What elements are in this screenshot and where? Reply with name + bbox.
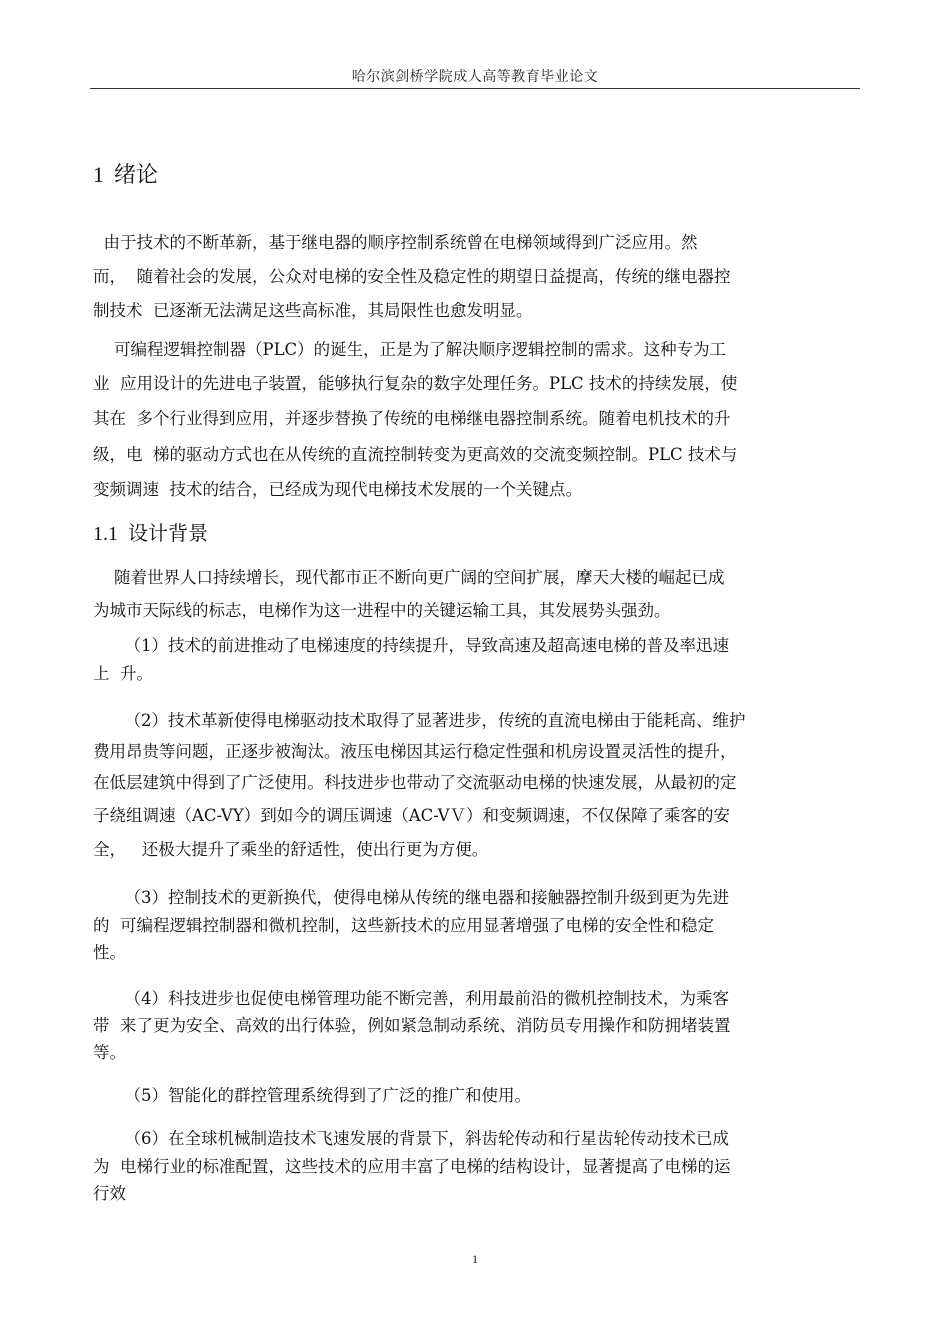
list-item-cont: 为 电梯行业的标准配置，这些技术的应用丰富了电梯的结构设计，显著提高了电梯的运 (93, 1157, 731, 1176)
page-header: 哈尔滨剑桥学院成人高等教育毕业论文 (351, 69, 599, 85)
body-line: 变频调速 技术的结合，已经成为现代电梯技术发展的一个关键点。 (93, 480, 582, 499)
body-line: 级，电 梯的驱动方式也在从传统的直流控制转变为更高效的交流变频控制。PLC 技术与 (93, 445, 738, 464)
list-item-cont: 性。 (93, 943, 126, 962)
body-line: 由于技术的不断革新，基于继电器的顺序控制系统曾在电梯领域得到广泛应用。然 (93, 233, 698, 252)
chapter-number: 1 (93, 162, 104, 187)
list-item: （1）技术的前进推动了电梯速度的持续提升，导致高速及超高速电梯的普及率迅速 (93, 636, 729, 655)
list-item-cont: 在低层建筑中得到了广泛使用。科技进步也带动了交流驱动电梯的快速发展，从最初的定 (93, 773, 737, 792)
list-item-cont: 上 升。 (93, 664, 153, 683)
body-line: 随着世界人口持续增长，现代都市正不断向更广阔的空间扩展，摩天大楼的崛起已成 (93, 568, 725, 587)
list-item: （3）控制技术的更新换代，使得电梯从传统的继电器和接触器控制升级到更为先进 (93, 888, 729, 907)
list-item-cont: 等。 (93, 1043, 126, 1062)
list-item-cont: 费用昂贵等问题，正逐步被淘汰。液压电梯因其运行稳定性强和机房设置灵活性的提升， (93, 742, 737, 761)
body-line: 制技术 已逐渐无法满足这些高标准，其局限性也愈发明显。 (93, 301, 533, 320)
list-item-cont: 的 可编程逻辑控制器和微机控制，这些新技术的应用显著增强了电梯的安全性和稳定 (93, 916, 714, 935)
section-title: 设计背景 (128, 521, 208, 545)
list-item: （5）智能化的群控管理系统得到了广泛的推广和使用。 (93, 1086, 531, 1105)
header-rule (90, 88, 860, 89)
body-line: 其在 多个行业得到应用，并逐步替换了传统的电梯继电器控制系统。随着电机技术的升 (93, 409, 731, 428)
body-line: 而， 随着社会的发展，公众对电梯的安全性及稳定性的期望日益提高，传统的继电器控 (93, 267, 731, 286)
list-item-cont: 子绕组调速（AC-VY）到如今的调压调速（AC-VＶ）和变频调速，不仅保障了乘客的安 (93, 806, 731, 825)
list-item: （4）科技进步也促使电梯管理功能不断完善，利用最前沿的微机控制技术，为乘客 (93, 989, 729, 1008)
page-number: 1 (472, 1252, 478, 1266)
section-number: 1.1 (93, 523, 118, 545)
list-item: （2）技术革新使得电梯驱动技术取得了显著进步，传统的直流电梯由于能耗高、维护 (93, 711, 746, 730)
list-item-cont: 带 来了更为安全、高效的出行体验，例如紧急制动系统、消防员专用操作和防拥堵装置 (93, 1016, 731, 1035)
body-line: 可编程逻辑控制器（PLC）的诞生，正是为了解决顺序逻辑控制的需求。这种专为工 (93, 340, 727, 359)
body-line: 业 应用设计的先进电子装置，能够执行复杂的数字处理任务。PLC 技术的持续发展，使 (93, 374, 738, 393)
list-item: （6）在全球机械制造技术飞速发展的背景下，斜齿轮传动和行星齿轮传动技术已成 (93, 1129, 729, 1148)
body-line: 为城市天际线的标志，电梯作为这一进程中的关键运输工具，其发展势头强劲。 (93, 601, 671, 620)
section-heading (93, 517, 208, 546)
list-item-cont: 行效 (93, 1184, 126, 1203)
list-item-cont: 全， 还极大提升了乘坐的舒适性，使出行更为方便。 (93, 840, 489, 859)
chapter-title: 绪论 (114, 163, 159, 188)
chapter-heading (93, 158, 158, 189)
